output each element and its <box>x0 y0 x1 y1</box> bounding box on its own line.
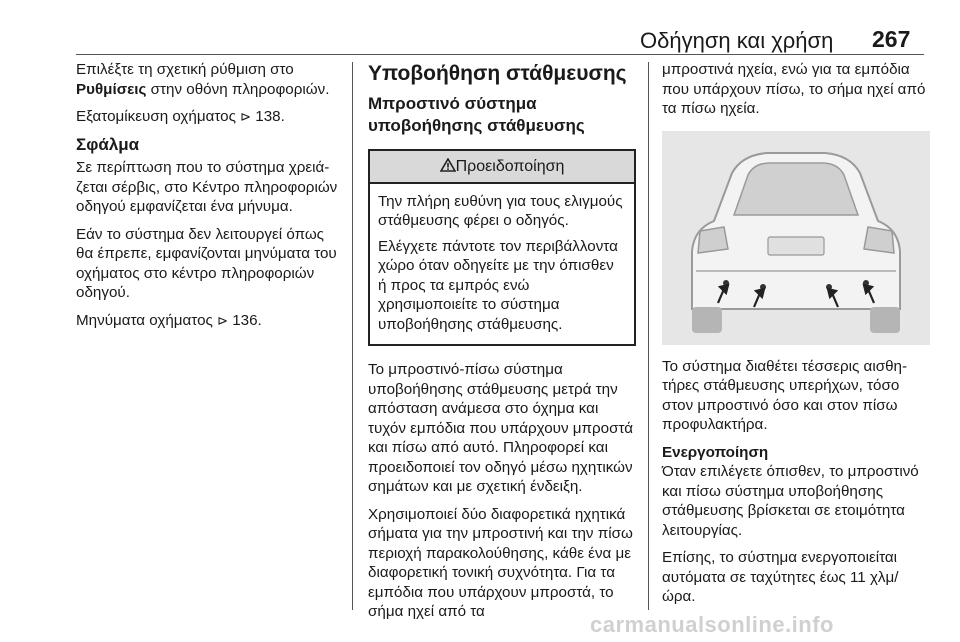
warning-box <box>368 149 636 346</box>
personalization-reference: Εξατομίκευση οχήματος ⊳ 138. <box>76 108 285 125</box>
column-2 <box>368 60 636 630</box>
column-3 <box>662 60 930 615</box>
activation-paragraph: Όταν επιλέγετε όπισθεν, το μπροστινό και πίσω σύστημα υποβοήθησης στάθμευσης βρίσκεται σε ετοιμότητα λειτουργίας. <box>662 463 919 539</box>
warning-paragraph-2: Ελέγχετε πάντοτε τον περιβάλλοντα χώρο όταν οδηγείτε με την όπισθεν ή προς τα εμπρός ενώ χρησιμοποιείτε το σύστημα υποβοήθησης στάθμευσης. <box>378 237 618 333</box>
activation-heading: Ενεργοποίηση <box>662 443 769 461</box>
page-reference-link[interactable]: 138. <box>255 108 285 125</box>
settings-paragraph: Επιλέξτε τη σχετική ρύθμιση στο Ρυθμίσεις στην οθόνη πληροφοριών. <box>76 61 330 98</box>
warning-title: Προειδοποίηση <box>455 158 565 175</box>
settings-menu-name: Ρυθμίσεις <box>76 80 147 98</box>
warning-header <box>370 151 634 184</box>
page-number: 267 <box>872 26 911 52</box>
page-header-title: Οδήγηση και χρήση <box>640 28 834 53</box>
signals-paragraph-continued: μπροστινά ηχεία, ενώ για τα εμπόδια που υπάρχουν πίσω, το σήμα ηχεί από τα πίσω ηχεία. <box>662 61 926 117</box>
vehicle-messages-reference: Μηνύματα οχήματος ⊳ 136. <box>76 311 262 329</box>
warning-triangle-icon <box>440 158 456 172</box>
signals-paragraph: Χρησιμοποιεί δύο διαφορετικά ηχητικά σήματα για την μπροστινή και την πίσω περιοχή παρακολούθησης, κάθε ένα με διαφορετική τονική συχνότητα. Για τα εμπόδια που υπάρχουν μπροστά, το σήμα ηχεί από τα <box>368 505 633 620</box>
auto-activation-paragraph: Επίσης, το σύστημα ενεργοποιείται αυτόματα σε ταχύτητες έως 11 χλμ/ώρα. <box>662 549 899 605</box>
system-description-paragraph: Το μπροστινό-πίσω σύστημα υποβοήθησης στάθμευσης μετρά την απόσταση ανάμεσα στο όχημα και τυχόν εμπόδια που υπάρχουν μπροστά και πίσω από αυτό. Πληροφορεί και προειδοποιεί τον οδηγό μέσω ηχητικών σημάτων και με σχετική ένδειξη. <box>368 361 634 495</box>
fault-paragraph-2: Εάν το σύστημα δεν λειτουργεί όπως θα έπρεπε, εμφανίζονται μηνύματα του οχήματος στο κέντρο πληροφοριών οδηγού. <box>76 225 337 301</box>
section-title: Υποβοήθηση στάθμευσης <box>368 62 627 85</box>
rear-car-illustration <box>662 131 930 345</box>
header-rule <box>76 54 924 55</box>
page-reference-icon: ⊳ <box>217 312 228 328</box>
column-divider-2 <box>648 62 649 610</box>
page-reference-icon: ⊳ <box>240 109 252 124</box>
warning-paragraph-1: Την πλήρη ευθύνη για τους ελιγμούς στάθμευσης φέρει ο οδηγός. <box>378 192 623 229</box>
warning-body <box>370 184 634 345</box>
sensors-paragraph: Το σύστημα διαθέτει τέσσερις αισθητήρες στάθμευσης υπερήχων, τόσο στον μπροστινό όσο και στον πίσω προφυλακτήρα. <box>662 357 908 433</box>
rear-car-sensors-figure <box>662 131 930 345</box>
subsection-title: Μπροστινό σύστημα υποβοήθησης στάθμευσης <box>368 94 585 135</box>
page-reference-link[interactable]: 136. <box>232 311 262 329</box>
watermark-text: carmanualsonline.info <box>590 612 834 637</box>
column-divider-1 <box>352 62 353 610</box>
fault-paragraph-1: Σε περίπτωση που το σύστημα χρειάζεται σέρβις, στο Κέντρο πληροφοριών οδηγού εμφανίζεται ένα μήνυμα. <box>76 159 338 215</box>
column-1 <box>76 60 344 338</box>
fault-heading: Σφάλμα <box>76 134 140 154</box>
